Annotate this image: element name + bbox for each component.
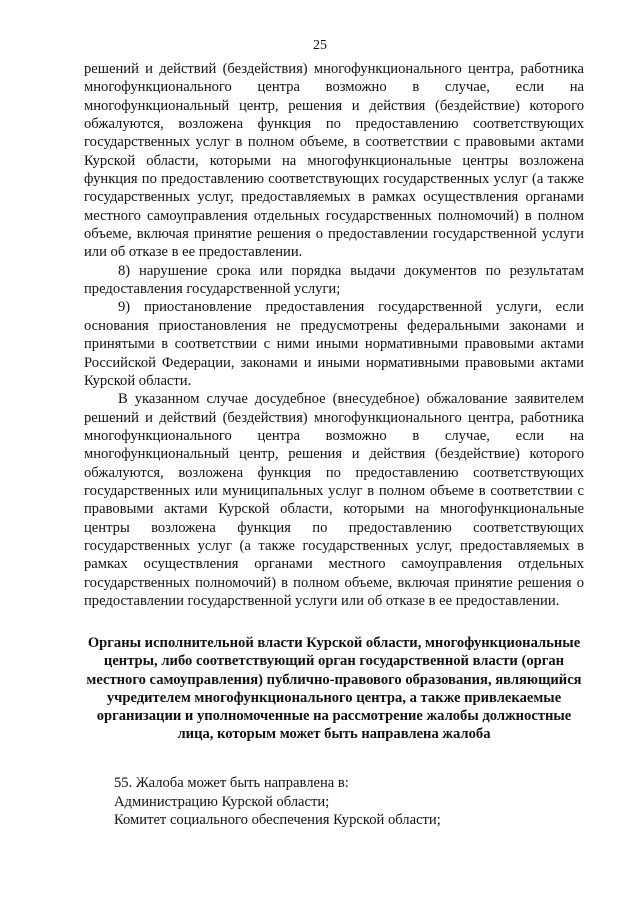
page-number: 25 (313, 38, 327, 53)
paragraph-continuation: решений и действий (бездействия) многофункционального центра, работника многофункционального центра возможно в случае, если на многофункциональный центр, решения и действия (бездействие) которого обжалуются, возложена функция по предоставлению соответствующих государственных услуг в полном объеме, в соответствии с правовыми актами Курской области, которыми на многофункциональные центры возложена функция по предоставлению соответствующих государственных услуг (а также государственных услуг, предоставляемых в рамках осуществления органами местного самоуправления отдельных государственных полномочий) в полном объеме, включая принятие решения о предоставлении государственной услуги или об отказе в ее предоставлении. (84, 61, 584, 261)
list-item: Администрацию Курской области; (114, 793, 330, 810)
document-body (84, 60, 584, 610)
complaint-recipient-list (84, 774, 584, 830)
paragraph-mfc-appeal: В указанном случае досудебное (внесудебное) обжалование заявителем решений и действий (бездействия) многофункционального центра, работника многофункционального центра возможно в случае, если на многофункциональный центр, решения и действия (бездействие) которого обжалуются, возложена функция по предоставлению соответствующих государственных или муниципальных услуг в полном объеме в соответствии с правовыми актами Курской области, которыми на многофункциональные центры возложена функция по предоставлению соответствующих государственных услуг (а также государственных услуг, предоставляемых в рамках осуществления органами местного самоуправления отдельных государственных полномочий) в полном объеме, включая принятие решения о предоставлении государственной услуги или об отказе в ее предоставлении. (84, 391, 584, 609)
list-item: 55. Жалоба может быть направлена в: (114, 775, 349, 791)
section-heading: Органы исполнительной власти Курской области, многофункциональные центры, либо соответствующий орган государственной власти (орган местного самоуправления) публично-правового образования, являющийся учредителем многофункционального центра, а также привлекаемые организации и уполномоченные на рассмотрение жалобы должностные лица, которым может быть направлена жалоба (86, 635, 582, 743)
list-item: Комитет социального обеспечения Курской области; (114, 812, 441, 828)
paragraph-item-8: 8) нарушение срока или порядка выдачи документов по результатам предоставления государственной услуги; (84, 262, 584, 298)
paragraph-item-9: 9) приостановление предоставления государственной услуги, если основания приостановления не предусмотрены федеральными законами и принятыми в соответствии с ними иными нормативными правовыми актами Российской Федерации, законами и иными нормативными правовыми актами Курской области. (84, 299, 584, 389)
